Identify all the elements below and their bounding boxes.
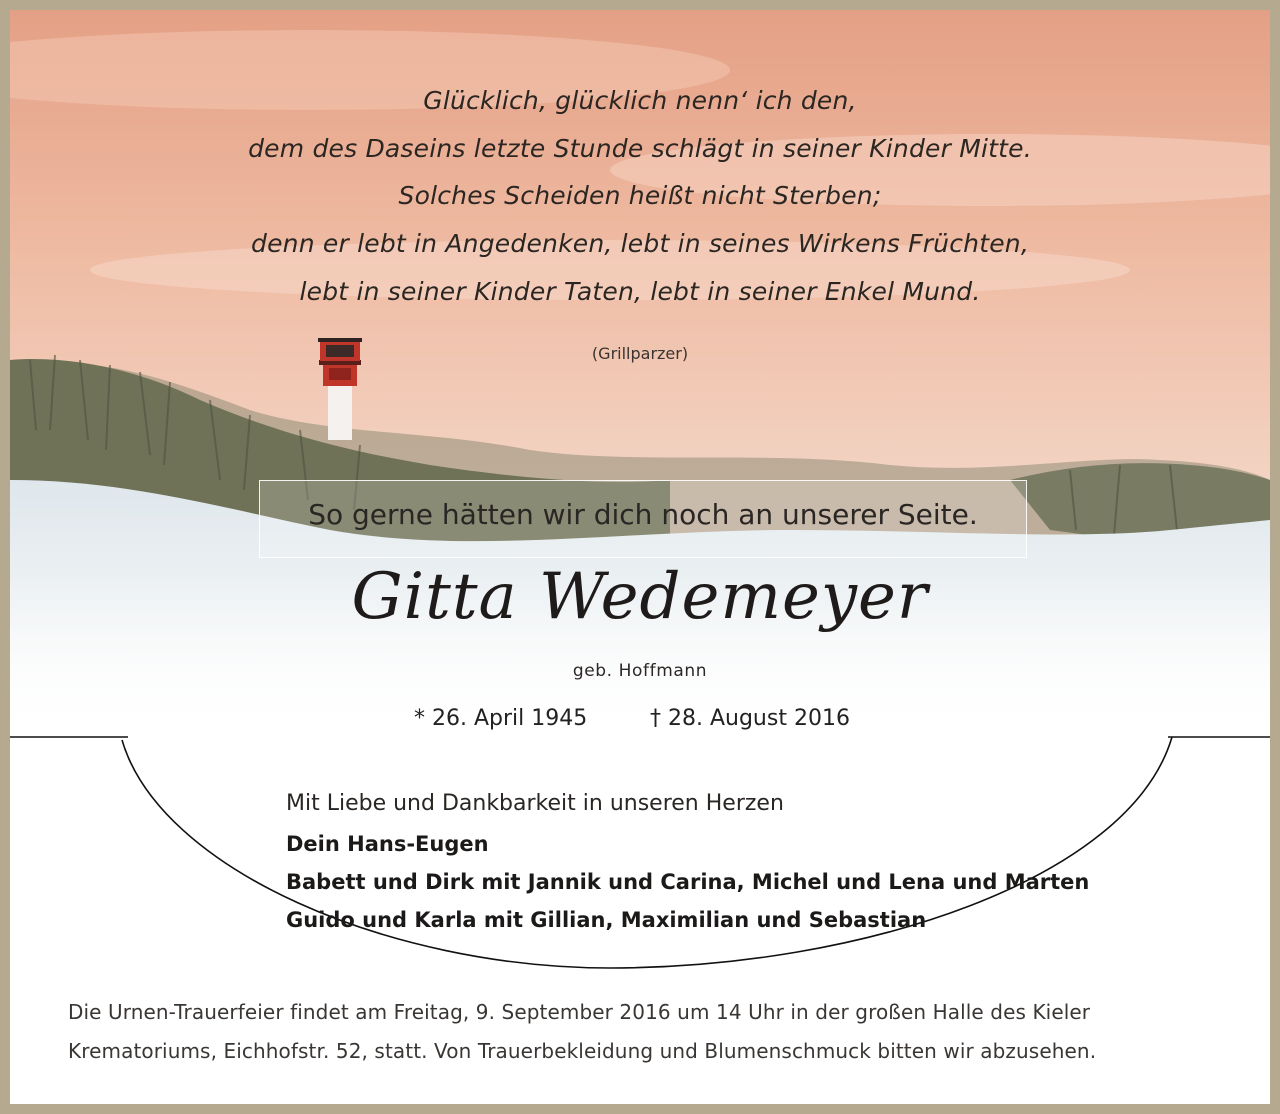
ceremony-line-1: Die Urnen-Trauerfeier findet am Freitag, 9. September 2016 um 14 Uhr in der großen Halle des Kieler	[68, 1000, 1091, 1024]
poem-author: (Grillparzer)	[591, 344, 689, 363]
family-line-1: Dein Hans-Eugen	[286, 832, 489, 856]
family-intro: Mit Liebe und Dankbarkeit in unseren Herzen	[286, 791, 784, 816]
birth-date: * 26. April 1945	[414, 706, 588, 731]
poem-line-5: lebt in seiner Kinder Taten, lebt in seiner Enkel Mund.	[299, 277, 981, 306]
poem-line-2: dem des Daseins letzte Stunde schlägt in seiner Kinder Mitte.	[248, 134, 1032, 163]
poem-line-4: denn er lebt in Angedenken, lebt in seines Wirkens Früchten,	[251, 229, 1029, 258]
motto-text: So gerne hätten wir dich noch an unserer Seite.	[308, 498, 978, 531]
poem-line-1: Glücklich, glücklich nenn‘ ich den,	[423, 86, 857, 115]
poem-line-3: Solches Scheiden heißt nicht Sterben;	[398, 181, 882, 210]
maiden-name: geb. Hoffmann	[572, 661, 708, 681]
ceremony-line-2: Krematoriums, Eichhofstr. 52, statt. Von Trauerbekleidung und Blumenschmuck bitten wir abzusehen.	[68, 1039, 1097, 1063]
family-line-3: Guido und Karla mit Gillian, Maximilian und Sebastian	[286, 908, 927, 932]
deceased-name: Gitta Wedemeyer	[351, 560, 929, 634]
family-line-2: Babett und Dirk mit Jannik und Carina, Michel und Lena und Marten	[286, 870, 1090, 894]
dune-lighthouse-scene	[10, 10, 1270, 734]
obituary-card	[10, 10, 1270, 1104]
death-date: † 28. August 2016	[650, 706, 850, 731]
